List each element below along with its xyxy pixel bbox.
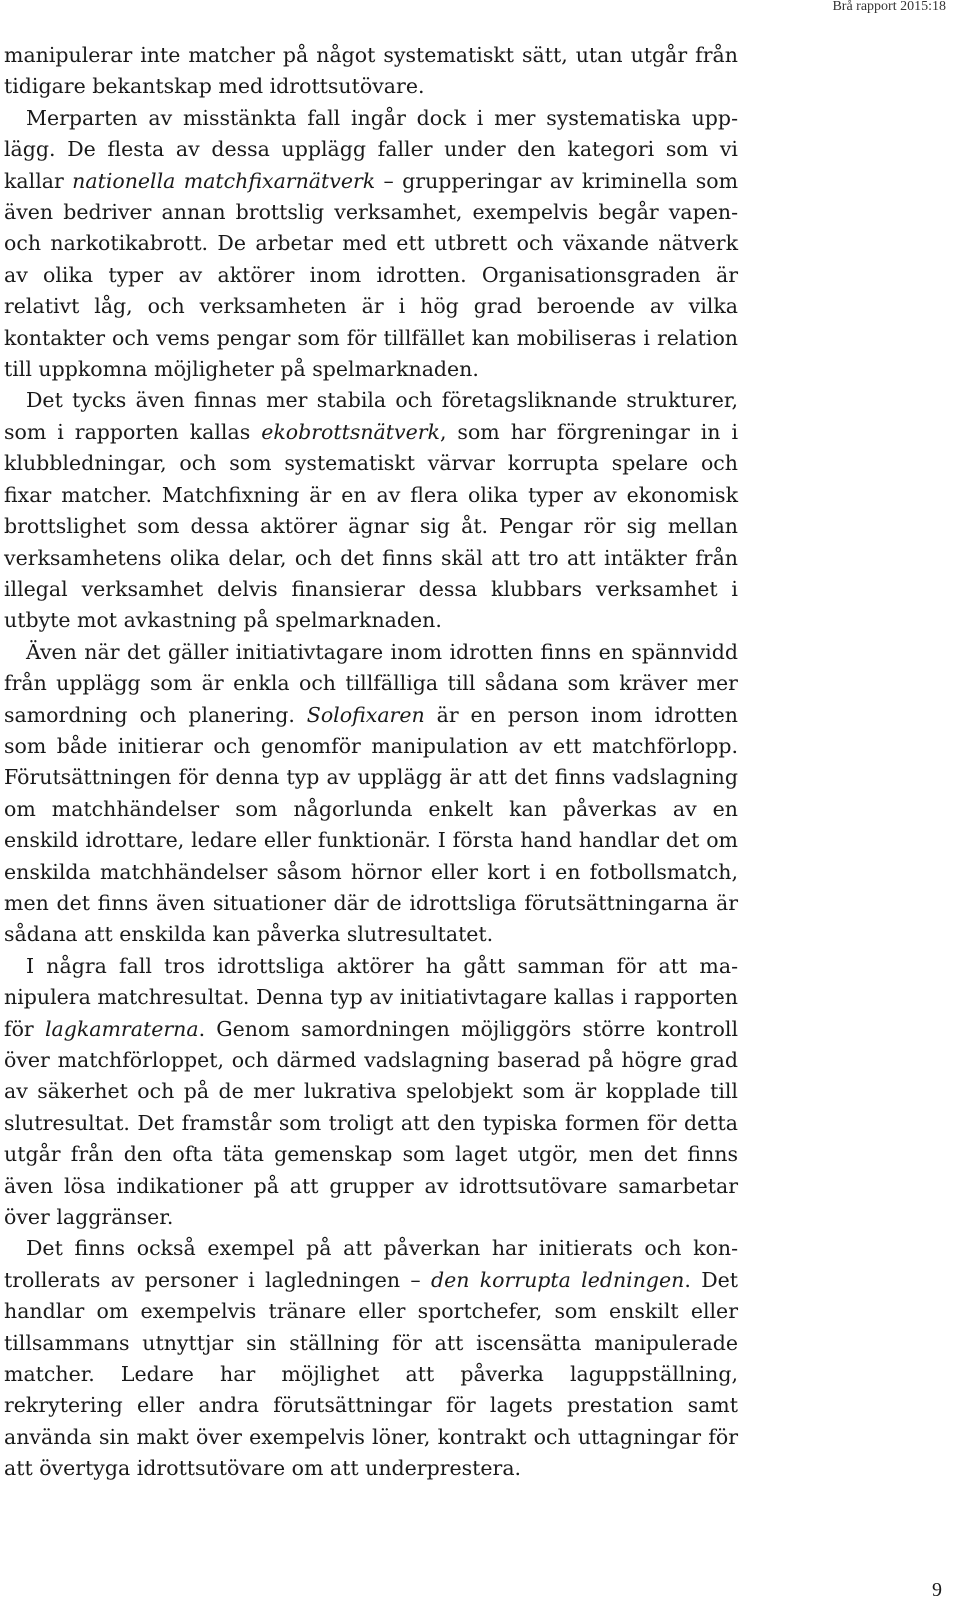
paragraph-text: Merparten av misstänkta fall ingår dock i mer systematiska upplägg. De flesta av dessa upplägg faller under den kategori som vi kallar [4, 105, 738, 193]
paragraph-text: Även när det gäller initiativtagare inom idrotten finns en spännvidd från upplägg som är enkla och tillfälliga till sådana som kräver mer samordning och planering. [4, 639, 738, 727]
paragraph-2 [4, 103, 738, 386]
paragraph-5 [4, 951, 738, 1234]
report-body-text [4, 40, 738, 1485]
paragraph-text: , som har förgreningar in i klubbledningar, och som systematiskt värvar korrupta spelare och fixar matcher. Matchfixning är en av flera olika typer av ekonomisk brottslighet som dessa aktörer ägnar sig åt. Pengar rör sig mellan verksamhetens olika delar, och det finns skäl att tro att intäkter från illegal verksamhet delvis finansierar dessa klubbars verksamhet i utbyte mot avkastning på spelmarknaden. [4, 419, 738, 633]
paragraph-text: Det finns också exempel på att påverkan har initierats och kontrollerats av personer i lagledningen – [4, 1236, 738, 1292]
paragraph-1 [4, 40, 738, 103]
paragraph-text: I några fall tros idrottsliga aktörer ha gått samman för att manipulera matchresultat. Denna typ av initiativtagare kallas i rapporten för [4, 953, 738, 1041]
paragraph-text: Det tycks även finnas mer stabila och företagsliknande strukturer, som i rapporten kallas [4, 388, 738, 444]
paragraph-text: . Genom samordningen möjliggörs större kontroll över matchförloppet, och därmed vadslagning baserad på högre grad av säkerhet och på de mer lukrativa spelobjekt som är kopplade till slutresultat. Det framstår som troligt att den typiska formen för detta utgår från den ofta täta gemenskap som laget utgör, men det finns även lösa indikationer på att grupper av idrottsutövare samarbetar över laggränser. [4, 1016, 738, 1230]
paragraph-text: är en person inom idrotten som både initierar och genomför manipulation av ett matchförlopp. Förutsättningen för denna typ av upplägg är att det finns vadslagning om matchhändelser som någorlunda enkelt kan påverkas av en enskild idrottare, ledare eller funktionär. I första hand handlar det om enskilda matchhändelser såsom hörnor eller kort i en fotbollsmatch, men det finns även situationer där de idrottsliga förutsättningarna är sådana att enskilda kan påverka slutresultatet. [4, 702, 738, 947]
italic-term: nationella matchfixarnätverk [72, 168, 376, 193]
italic-term: ekobrottsnätverk [261, 419, 440, 444]
paragraph-text: – grupperingar av kriminella som även bedriver annan brottslig verksamhet, exempelvis begår vapen- och narkotikabrott. De arbetar med ett utbrett och växande nätverk av olika typer av aktörer inom idrotten. Organisationsgraden är relativt låg, och verksamheten är i hög grad beroende av vilka kontakter och vems pengar som för tillfället kan mobiliseras i relation till uppkomna möjligheter på spelmarknaden. [4, 168, 739, 382]
italic-term: Solofixaren [306, 702, 425, 727]
paragraph-4 [4, 637, 738, 951]
italic-term: lagkamraterna [44, 1016, 199, 1041]
italic-term: den korrupta ledningen [430, 1267, 685, 1292]
paragraph-6 [4, 1233, 738, 1484]
page-number: 9 [932, 1579, 942, 1601]
running-header: Brå rapport 2015:18 [832, 0, 946, 14]
paragraph-text: . Det handlar om exempelvis tränare eller sportchefer, som enskilt eller tillsammans utnyttjar sin ställning för att iscensätta manipulerade matcher. Ledare har möjlighet att påverka laguppställning, rekrytering eller andra förutsättningar för lagets prestation samt använda sin makt över exempelvis löner, kontrakt och uttagningar för att övertyga idrottsutövare om att underprestera. [4, 1267, 739, 1481]
paragraph-text: manipulerar inte matcher på något systematiskt sätt, utan utgår från tidigare bekantskap med idrottsutövare. [4, 43, 738, 99]
paragraph-3 [4, 385, 738, 636]
